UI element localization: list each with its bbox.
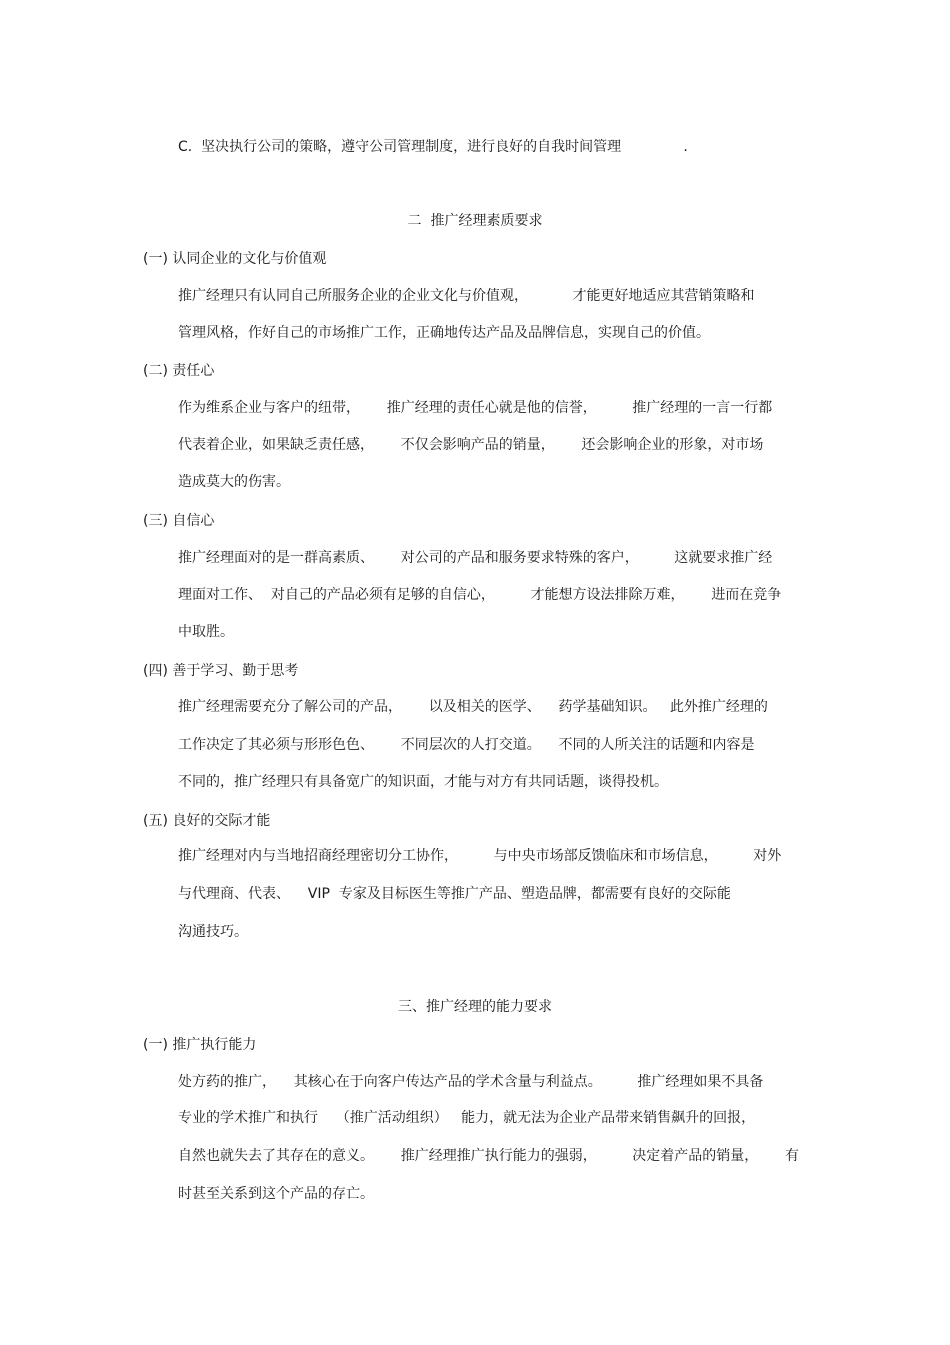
paragraph-line: 时甚至关系到这个产品的存亡。 (178, 1186, 374, 1202)
section-3-title: 三、推广经理的能力要求 (398, 999, 552, 1015)
paragraph-line: 造成莫大的伤害。 (178, 474, 290, 490)
paragraph-line: 推广经理对内与当地招商经理密切分工协作， 与中央市场部反馈临床和市场信息， 对外 (178, 848, 782, 864)
paragraph-line: 工作决定了其必须与形形色色、 不同层次的人打交道。 不同的人所关注的话题和内容是 (178, 737, 755, 753)
subsection-heading: (一) 推广执行能力 (143, 1037, 257, 1053)
subsection-heading: (五) 良好的交际才能 (143, 813, 271, 829)
paragraph-line: 中取胜。 (178, 624, 234, 640)
subsection-heading: (四) 善于学习、勤于思考 (143, 663, 299, 679)
intro-item-c: C. 坚决执行公司的策略，遵守公司管理制度，进行良好的自我时间管理 . (178, 139, 688, 155)
paragraph-line: 作为维系企业与客户的纽带， 推广经理的责任心就是他的信誉， 推广经理的一言一行都 (178, 400, 773, 416)
paragraph-line: 理面对工作、 对自己的产品必须有足够的自信心， 才能想方设法排除万难， 进而在竞争 (178, 587, 782, 603)
paragraph-line: 管理风格，作好自己的市场推广工作，正确地传达产品及品牌信息，实现自己的价值。 (178, 325, 710, 341)
section-2-title: 二 推广经理素质要求 (407, 213, 543, 229)
paragraph-line: 专业的学术推广和执行 （推广活动组织） 能力，就无法为企业产品带来销售飙升的回报， (178, 1110, 756, 1126)
paragraph-line: 与代理商、代表、 VIP 专家及目标医生等推广产品、塑造品牌，都需要有良好的交际能 (178, 886, 731, 902)
subsection-heading: (三) 自信心 (143, 513, 215, 529)
subsection-heading: (一) 认同企业的文化与价值观 (143, 251, 327, 267)
paragraph-line: 推广经理只有认同自己所服务企业的企业文化与价值观， 才能更好地适应其营销策略和 (178, 288, 755, 304)
paragraph-line: 自然也就失去了其存在的意义。 推广经理推广执行能力的强弱， 决定着产品的销量， 有 (178, 1148, 800, 1164)
paragraph-line: 不同的，推广经理只有具备宽广的知识面，才能与对方有共同话题，谈得投机。 (178, 774, 668, 790)
paragraph-line: 推广经理面对的是一群高素质、 对公司的产品和服务要求特殊的客户， 这就要求推广经 (178, 550, 773, 566)
paragraph-line: 沟通技巧。 (178, 924, 248, 940)
paragraph-line: 推广经理需要充分了解公司的产品， 以及相关的医学、 药学基础知识。 此外推广经理的 (178, 699, 768, 715)
paragraph-line: 代表着企业，如果缺乏责任感， 不仅会影响产品的销量， 还会影响企业的形象，对市场 (178, 437, 764, 453)
subsection-heading: (二) 责任心 (143, 363, 215, 379)
paragraph-line: 处方药的推广， 其核心在于向客户传达产品的学术含量与利益点。 推广经理如果不具备 (178, 1074, 764, 1090)
